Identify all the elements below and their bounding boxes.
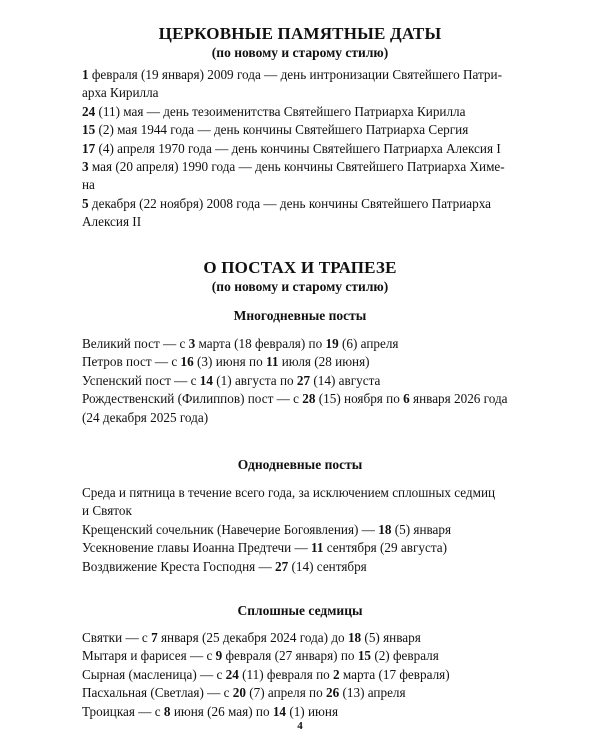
list-item: 1 февраля (19 января) 2009 года — день интронизации Святейшего Патри- bbox=[82, 67, 502, 82]
fasts-title: О ПОСТАХ И ТРАПЕЗЕ bbox=[203, 258, 397, 277]
continuous-weeks-title: Сплошные седмицы bbox=[237, 603, 363, 618]
list-item: и Святок bbox=[82, 503, 132, 519]
list-item: 3 мая (20 апреля) 1990 года — день кончины Святейшего Патриарха Химе- bbox=[82, 159, 505, 175]
church-dates-section bbox=[0, 24, 600, 62]
list-item: арха Кирилла bbox=[82, 85, 159, 101]
list-item: Усекновение главы Иоанна Предтечи — 11 сентября (29 августа) bbox=[82, 540, 448, 556]
fasts-section bbox=[0, 258, 600, 296]
page-number: 4 bbox=[297, 720, 303, 732]
list-item: 24 (11) мая — день тезоименитства Святейшего Патриарха Кирилла bbox=[82, 103, 466, 119]
list-item: 5 декабря (22 ноября) 2008 года — день кончины Святейшего Патриарха bbox=[82, 195, 492, 211]
list-item: Пасхальная (Светлая) — с 20 (7) апреля по 26 (13) апреля bbox=[82, 685, 406, 701]
one-day-fasts-title: Однодневные посты bbox=[237, 457, 363, 472]
list-item: 17 (4) апреля 1970 года — день кончины Святейшего Патриарха Алексия I bbox=[82, 140, 501, 156]
list-item: Великий пост — с 3 марта (18 февраля) по 19 (6) апреля bbox=[82, 336, 399, 351]
list-item: Успенский пост — с 14 (1) августа по 27 (14) августа bbox=[82, 372, 381, 388]
list-item: Троицкая — с 8 июня (26 мая) по 14 (1) июня bbox=[82, 703, 339, 719]
list-item: Сырная (масленица) — с 24 (11) февраля по 2 марта (17 февраля) bbox=[82, 666, 450, 682]
church-dates-list bbox=[0, 66, 600, 232]
list-item: Святки — с 7 января (25 декабря 2024 года) до 18 (5) января bbox=[82, 630, 421, 645]
continuous-weeks-list bbox=[0, 629, 600, 721]
church-dates-title: ЦЕРКОВНЫЕ ПАМЯТНЫЕ ДАТЫ bbox=[158, 24, 442, 43]
list-item: 15 (2) мая 1944 года — день кончины Святейшего Патриарха Сергия bbox=[82, 122, 469, 138]
list-item: Мытаря и фарисея — с 9 февраля (27 января) по 15 (2) февраля bbox=[82, 648, 439, 664]
list-item: Среда и пятница в течение всего года, за исключением сплошных седмиц bbox=[82, 485, 496, 500]
list-item: Воздвижение Креста Господня — 27 (14) сентября bbox=[82, 558, 367, 574]
multi-day-fasts-title: Многодневные посты bbox=[233, 308, 367, 323]
fasts-subtitle: (по новому и старому стилю) bbox=[211, 279, 389, 294]
church-dates-subtitle: (по новому и старому стилю) bbox=[211, 45, 389, 60]
list-item: Алексия II bbox=[82, 214, 142, 230]
list-item: Петров пост — с 16 (3) июня по 11 июля (28 июня) bbox=[82, 354, 370, 370]
list-item: Крещенский сочельник (Навечерие Богоявления) — 18 (5) января bbox=[82, 521, 452, 537]
list-item: (24 декабря 2025 года) bbox=[82, 409, 209, 425]
list-item: на bbox=[82, 177, 95, 193]
one-day-fasts-list bbox=[0, 484, 600, 576]
multi-day-fasts-list bbox=[0, 335, 600, 427]
list-item: Рождественский (Филиппов) пост — с 28 (15) ноября по 6 января 2026 года bbox=[82, 391, 508, 407]
